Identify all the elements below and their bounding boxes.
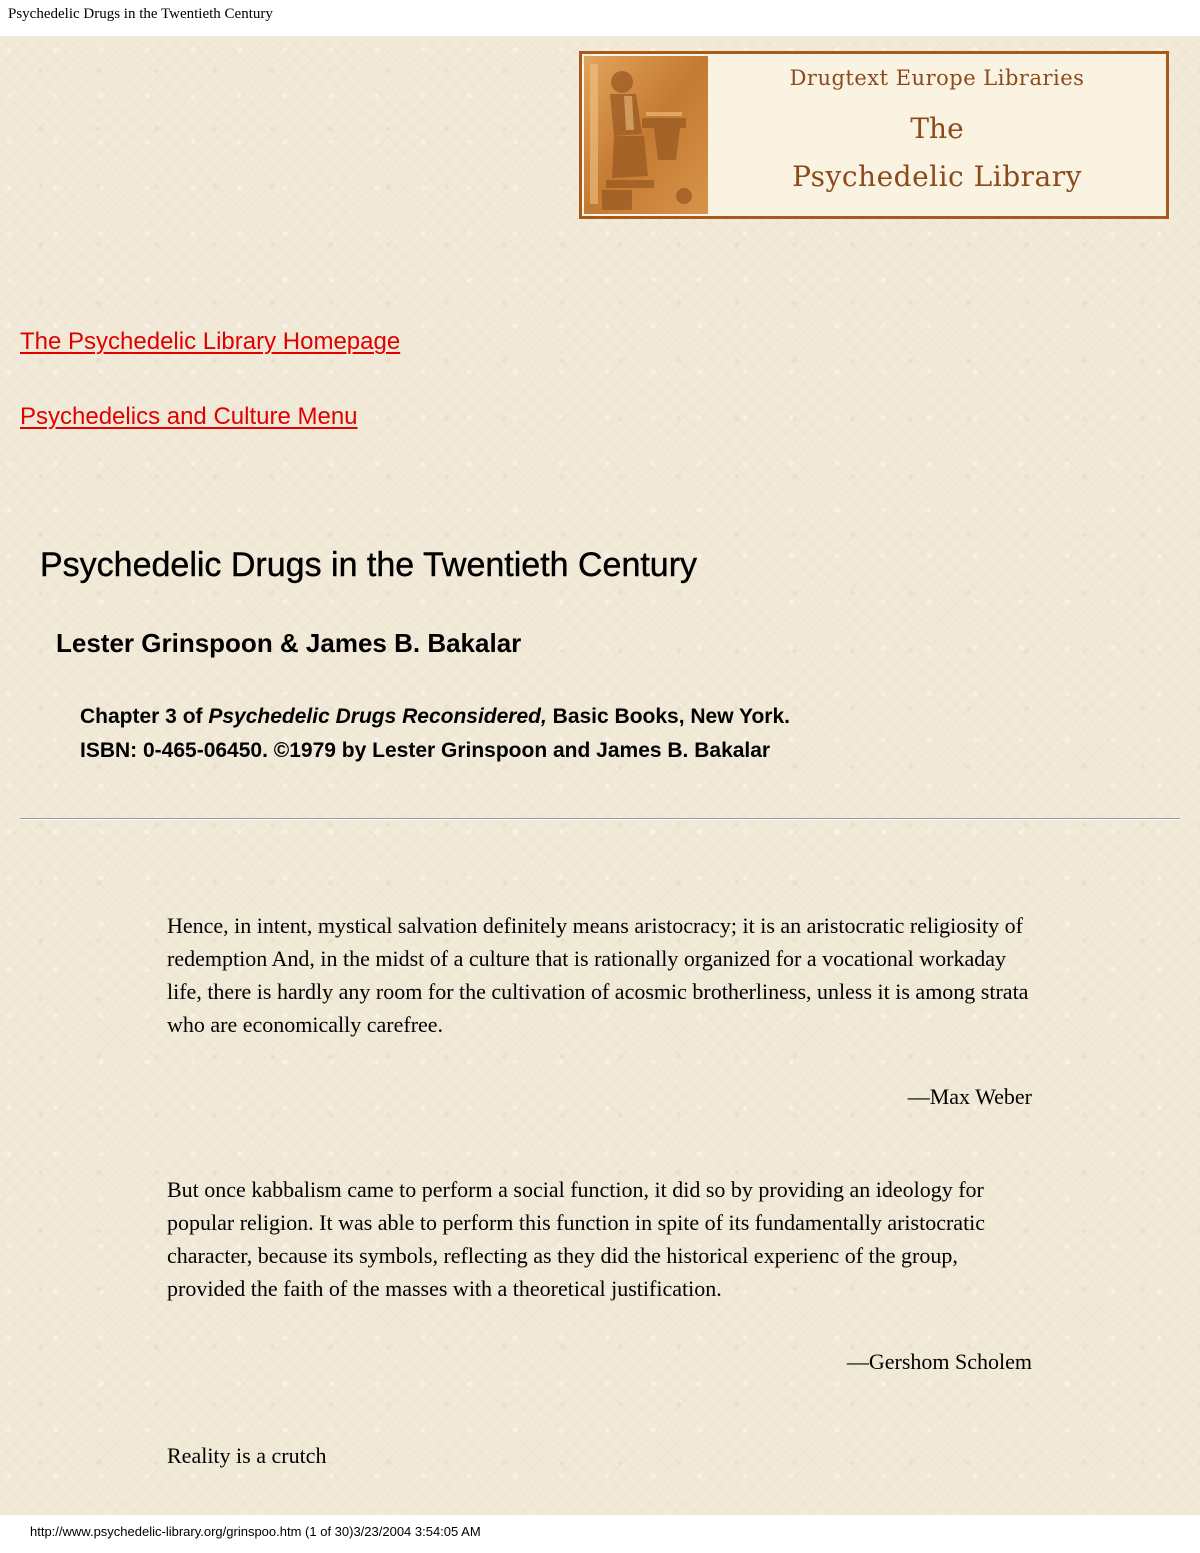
epigraph-weber-attribution: —Max Weber (907, 1084, 1032, 1109)
logo-the-label: The (910, 112, 964, 145)
source-suffix: Basic Books, New York. (546, 705, 790, 728)
epigraph-reality-text: Reality is a crutch (167, 1443, 327, 1468)
logo-psychedelic-library-label: Psychedelic Library (792, 160, 1082, 193)
horizontal-divider (20, 818, 1180, 820)
epigraph-scholem-text: But once kabbalism came to perform a social function, it did so by providing an ideology for popular religion. It was able to perform this function in spite of its fundamentally aristocratic character, because its symbols, reflecting as they did the historical experienc of the group, provided the faith of the masses with a theoretical justification. (167, 1177, 986, 1301)
logo-drugtext-label: Drugtext Europe Libraries (789, 66, 1085, 90)
seated-figure-relief-icon (584, 56, 708, 214)
epigraph-scholem-attribution: —Gershom Scholem (846, 1349, 1032, 1374)
source-line (80, 700, 790, 734)
isbn-line: ISBN: 0-465-06450. ©1979 by Lester Grinspoon and James B. Bakalar (80, 739, 771, 762)
book-title: Psychedelic Drugs Reconsidered, (208, 705, 547, 728)
authors-line: Lester Grinspoon & James B. Bakalar (56, 628, 522, 658)
library-logo-banner (579, 51, 1169, 219)
epigraph-weber-text: Hence, in intent, mystical salvation definitely means aristocracy; it is an aristocratic religiosity of redemption And, in the midst of a culture that is rationally organized for a vocational workaday life, there is hardly any room for the cultivation of acosmic brotherliness, unless it is among strata who are economically carefree. (167, 913, 1029, 1037)
homepage-link[interactable]: The Psychedelic Library Homepage (20, 328, 401, 355)
source-prefix: Chapter 3 of (80, 705, 209, 728)
page-content (0, 36, 1200, 1515)
print-footer-url: http://www.psychedelic-library.org/grinspoo.htm (1 of 30)3/23/2004 3:54:05 AM (30, 1524, 481, 1539)
source-info (80, 700, 790, 768)
print-header: Psychedelic Drugs in the Twentieth Century (8, 6, 273, 22)
page-title: Psychedelic Drugs in the Twentieth Century (40, 546, 698, 584)
culture-menu-link[interactable]: Psychedelics and Culture Menu (20, 403, 358, 430)
